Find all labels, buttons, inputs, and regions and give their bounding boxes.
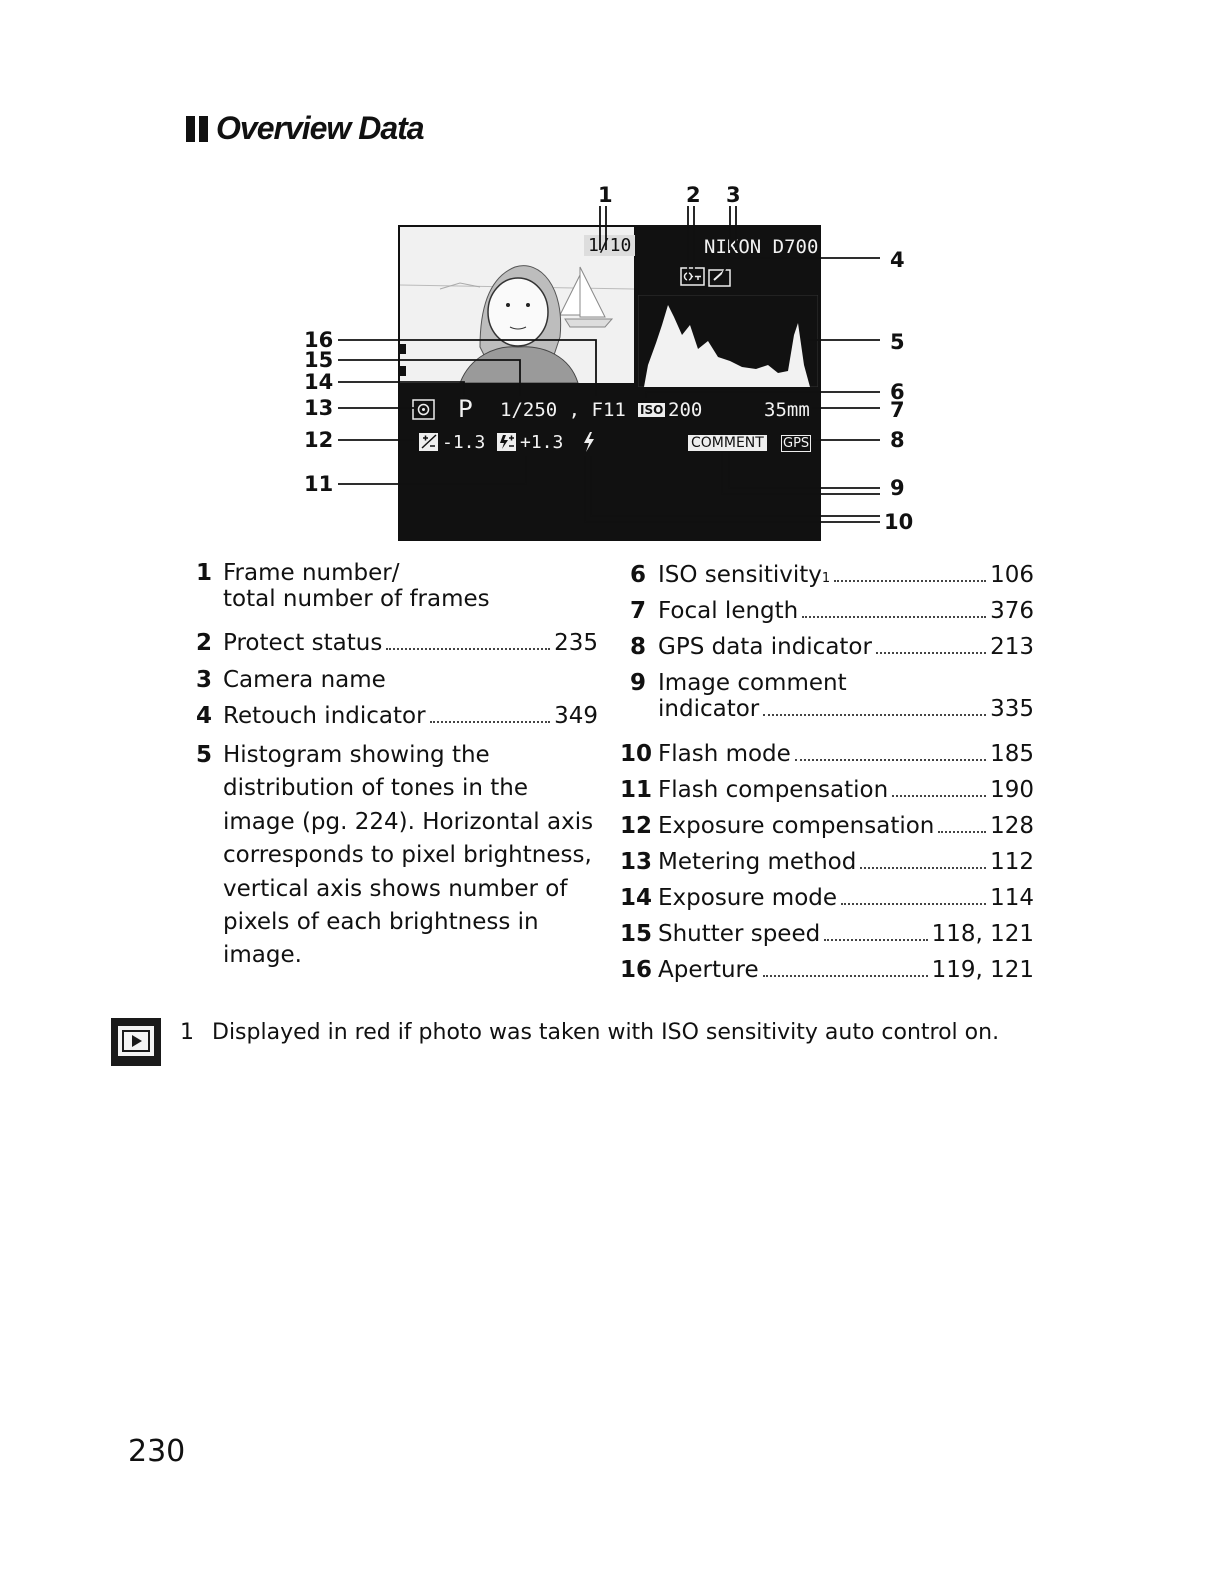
legend-right [620,562,1034,993]
leader-lines [0,0,1224,560]
legend-text: image (pg. 224). Horizontal axis [223,808,594,835]
legend-page: 112 [990,849,1034,875]
legend-num: 10 [620,741,653,767]
legend-text: Camera name [223,667,386,693]
exposure-compensation: -1.3 [442,432,486,453]
legend-text: corresponds to pixel brightness, [223,842,592,869]
legend-text: distribution of tones in the [223,775,528,802]
legend-page: 128 [990,813,1034,839]
callout-3: 3 [726,183,741,207]
legend-num: 2 [196,630,213,656]
legend-item-5 [196,739,598,973]
legend-page: 349 [554,703,598,729]
callout-8: 8 [890,428,905,452]
legend-item-16 [620,957,1034,993]
legend-page: 213 [990,634,1034,660]
legend-text: GPS data indicator [658,634,872,660]
legend-text: total number of frames [223,586,490,612]
legend-text: Image comment [658,670,847,696]
legend-page: 190 [990,777,1034,803]
legend-text: image. [223,942,302,969]
footnote [180,1020,999,1045]
legend-item-12 [620,813,1034,849]
callout-7: 7 [890,398,905,422]
legend-num: 1 [196,560,213,586]
legend-num: 9 [629,670,646,696]
legend-page: 118, 121 [931,921,1034,947]
callout-5: 5 [890,330,905,354]
iso-sensitivity: 200 [668,399,703,421]
legend-item-6 [620,562,1034,598]
legend-text: pixels of each brightness in [223,909,539,936]
legend-page: 119, 121 [931,957,1034,983]
frame-number: 1/10 [584,235,635,256]
legend-text: Aperture [658,957,759,983]
legend-text: Flash mode [658,741,791,767]
legend-item-11 [620,777,1034,813]
legend-num: 14 [620,885,653,911]
callout-12: 12 [304,428,334,452]
callout-10: 10 [884,510,914,534]
legend-page: 335 [990,696,1034,722]
legend-text: vertical axis shows number of [223,875,568,902]
legend-text: indicator [658,696,760,722]
callout-4: 4 [890,248,905,272]
legend-item-13 [620,849,1034,885]
page-number: 230 [128,1434,186,1469]
focal-length: 35mm [764,399,810,421]
callout-2: 2 [686,183,701,207]
legend-item-10 [620,741,1034,777]
iso-badge: ISO [640,403,664,417]
legend-text: Metering method [658,849,857,875]
legend-item-8 [620,634,1034,670]
callout-16: 16 [304,328,334,352]
legend-page: 114 [990,885,1034,911]
section-title-text: Overview Data [216,110,424,146]
legend-text: Focal length [658,598,799,624]
legend-item-2 [196,630,598,667]
legend-num: 12 [620,813,653,839]
footnote-text: Displayed in red if photo was taken with ISO sensitivity auto control on. [212,1020,1000,1045]
camera-name: NIKON D700 [704,236,819,258]
legend-num: 3 [196,667,213,693]
legend-item-4 [196,703,598,739]
overview-data-diagram [0,0,1224,560]
callout-1: 1 [598,183,613,207]
legend-text: Shutter speed [658,921,821,947]
legend-num: 5 [196,742,213,768]
legend-item-7 [620,598,1034,634]
flash-compensation: +1.3 [520,432,564,453]
legend-num: 8 [629,634,646,660]
legend-text: Exposure compensation [658,813,935,839]
legend-item-1 [196,560,598,630]
callout-15: 15 [304,348,334,372]
legend-item-15 [620,921,1034,957]
legend-text: Exposure mode [658,885,838,911]
exposure-mode: P [458,395,473,423]
legend-page: 376 [990,598,1034,624]
legend-item-14 [620,885,1034,921]
callout-6: 6 [890,380,905,404]
legend-num: 11 [620,777,653,803]
legend-page: 106 [990,562,1034,588]
callout-9: 9 [890,476,905,500]
legend-footnote-ref: 1 [821,571,831,586]
legend-text: Flash compensation [658,777,889,803]
callout-13: 13 [304,396,334,420]
gps-badge: GPS [783,436,810,451]
shutter-aperture: 1/250 , F11 [500,399,626,421]
legend-page: 235 [554,630,598,656]
footnote-number: 1 [180,1020,194,1045]
legend-num: 7 [629,598,646,624]
legend-num: 4 [196,703,213,729]
legend-text: Histogram showing the [223,742,490,768]
legend-item-3 [196,667,598,703]
legend-text: Protect status [223,630,383,656]
legend-num: 16 [620,957,653,983]
legend-text: Frame number/ [223,560,400,586]
legend-page: 185 [990,741,1034,767]
callout-11: 11 [304,472,334,496]
legend-item-9 [620,670,1034,741]
legend-text: Retouch indicator [223,703,426,729]
callout-14: 14 [304,370,334,394]
legend-num: 6 [629,562,646,588]
playback-tab-icon [111,1018,161,1066]
comment-badge: COMMENT [688,435,767,451]
legend-left [196,560,598,973]
legend-num: 13 [620,849,653,875]
legend-num: 15 [620,921,653,947]
legend-text: ISO sensitivity [658,562,822,588]
